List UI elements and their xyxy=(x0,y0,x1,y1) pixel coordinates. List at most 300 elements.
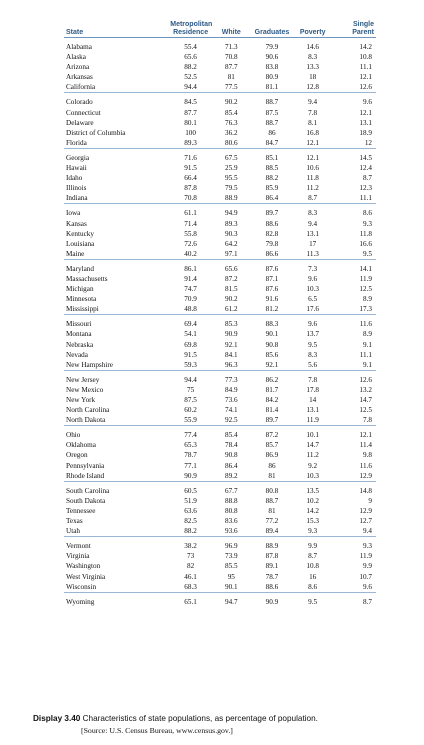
value-cell: 86.6 xyxy=(252,249,293,260)
value-cell: 85.9 xyxy=(265,184,279,193)
state-name-cell: Louisiana xyxy=(66,239,95,248)
column-header-line-1: Single xyxy=(352,21,374,28)
value-cell: 9.5 xyxy=(333,249,376,260)
value-cell: 40.2 xyxy=(170,249,211,260)
value-cell: 87.6 xyxy=(265,285,279,294)
value-cell: 10.8 xyxy=(359,53,372,62)
value-cell: 78.7 xyxy=(265,572,279,581)
state-name-cell: New Hampshire xyxy=(64,360,170,371)
value-cell: 88.7 xyxy=(265,98,279,107)
value-cell: 9.9 xyxy=(363,562,372,571)
value-cell: 9.6 xyxy=(363,98,372,107)
caption-source: [Source: U.S. Census Bureau, www.census.gov.] xyxy=(81,726,233,735)
value-cell: 7.8 xyxy=(333,415,376,426)
value-cell: 90.2 xyxy=(224,98,238,107)
value-cell: 81.1 xyxy=(252,82,293,93)
table-row xyxy=(64,249,376,260)
table-row xyxy=(64,340,376,350)
value-cell: 89.3 xyxy=(170,138,211,149)
value-cell: 92.1 xyxy=(224,340,238,349)
value-cell: 12.1 xyxy=(306,153,319,162)
state-name-cell: South Dakota xyxy=(66,496,106,505)
value-cell: 77.4 xyxy=(184,431,197,440)
value-cell: 84.2 xyxy=(265,396,279,404)
value-cell: 8.7 xyxy=(308,552,318,561)
state-name-cell: South Carolina xyxy=(66,486,110,495)
value-cell: 90.1 xyxy=(211,582,252,593)
value-cell: 55.9 xyxy=(170,415,211,426)
table-row xyxy=(64,481,376,496)
table-row xyxy=(64,592,376,607)
value-cell: 69.4 xyxy=(184,320,197,329)
value-cell: 16.6 xyxy=(359,239,372,248)
value-cell: 88.8 xyxy=(224,496,238,505)
table-row xyxy=(64,259,376,274)
state-name-cell: Utah xyxy=(64,526,170,537)
value-cell: 87.5 xyxy=(265,108,279,117)
value-cell: 16.8 xyxy=(306,128,319,137)
value-cell: 77.3 xyxy=(224,375,238,384)
table-row xyxy=(64,52,376,62)
value-cell: 84.9 xyxy=(224,385,238,394)
value-cell: 90.6 xyxy=(265,53,279,62)
value-cell: 82.5 xyxy=(184,517,197,526)
value-cell: 13.1 xyxy=(306,229,319,238)
table-row xyxy=(64,415,376,426)
table-row xyxy=(64,385,376,395)
state-name-cell: Iowa xyxy=(66,209,81,218)
table-row xyxy=(64,163,376,173)
value-cell: 85.3 xyxy=(224,320,238,329)
value-cell: 63.6 xyxy=(184,506,197,515)
state-name-cell: Massachusetts xyxy=(66,274,108,283)
value-cell: 5.6 xyxy=(292,360,333,371)
value-cell: 11.3 xyxy=(292,249,333,260)
value-cell: 81.7 xyxy=(265,385,279,394)
value-cell: 17.6 xyxy=(292,304,333,315)
value-cell: 74.7 xyxy=(184,285,197,294)
value-cell: 54.1 xyxy=(184,330,197,339)
table-row xyxy=(64,148,376,163)
value-cell: 88.2 xyxy=(170,526,211,537)
value-cell: 61.2 xyxy=(211,304,252,315)
value-cell: 94.4 xyxy=(184,375,197,384)
value-cell: 13.1 xyxy=(359,118,372,127)
value-cell: 10.8 xyxy=(306,562,319,571)
value-cell: 70.8 xyxy=(170,193,211,204)
table-row xyxy=(64,496,376,506)
value-cell: 70.8 xyxy=(224,53,238,62)
state-name-cell: Arkansas xyxy=(66,73,93,82)
value-cell: 91.4 xyxy=(184,274,197,283)
value-cell: 71.3 xyxy=(224,43,238,51)
value-cell: 12.4 xyxy=(359,164,372,173)
state-name-cell: Maine xyxy=(64,249,170,260)
state-name-cell: Kentucky xyxy=(66,229,94,238)
state-name-cell: Wyoming xyxy=(66,597,95,606)
value-cell: 11.8 xyxy=(306,174,319,183)
value-cell: 65.3 xyxy=(184,441,197,450)
value-cell: 9.2 xyxy=(308,461,318,470)
value-cell: 81 xyxy=(252,471,293,482)
value-cell: 9.5 xyxy=(308,597,318,606)
value-cell: 15.3 xyxy=(306,517,319,526)
value-cell: 90.8 xyxy=(265,340,279,349)
value-cell: 12.8 xyxy=(292,82,333,93)
table-row xyxy=(64,461,376,471)
value-cell: 77.5 xyxy=(211,82,252,93)
value-cell: 18 xyxy=(309,73,317,82)
table-row xyxy=(64,72,376,82)
value-cell: 86 xyxy=(268,128,276,137)
value-cell: 11.2 xyxy=(306,184,319,193)
value-cell: 61.1 xyxy=(184,209,197,218)
state-name-cell: Michigan xyxy=(66,285,94,294)
column-header xyxy=(211,18,252,38)
table-row xyxy=(64,516,376,526)
value-cell: 94.9 xyxy=(224,209,238,218)
value-cell: 87.1 xyxy=(265,274,279,283)
value-cell: 84.7 xyxy=(252,138,293,149)
value-cell: 12.9 xyxy=(333,471,376,482)
value-cell: 66.4 xyxy=(184,174,197,183)
state-name-cell: Texas xyxy=(66,517,83,526)
value-cell: 9.6 xyxy=(308,274,318,283)
value-cell: 18.9 xyxy=(359,128,372,137)
value-cell: 89.1 xyxy=(265,562,279,571)
state-name-cell: Washington xyxy=(66,562,101,571)
state-name-cell: Wisconsin xyxy=(64,582,170,593)
value-cell: 64.2 xyxy=(224,239,238,248)
value-cell: 12.7 xyxy=(359,517,372,526)
state-name-cell: District of Columbia xyxy=(66,128,126,137)
table-row xyxy=(64,219,376,229)
value-cell: 85.7 xyxy=(265,441,279,450)
value-cell: 14.5 xyxy=(359,153,372,162)
value-cell: 65.6 xyxy=(224,264,238,273)
value-cell: 86.2 xyxy=(265,375,279,384)
state-name-cell: Alabama xyxy=(66,43,92,51)
header-row xyxy=(64,18,376,38)
value-cell: 14.1 xyxy=(359,264,372,273)
value-cell: 60.5 xyxy=(184,486,197,495)
state-name-cell: Rhode Island xyxy=(64,471,170,482)
value-cell: 9.6 xyxy=(333,582,376,593)
value-cell: 72.6 xyxy=(184,239,197,248)
state-name-cell: North Dakota xyxy=(64,415,170,426)
table-row xyxy=(64,82,376,93)
value-cell: 48.8 xyxy=(170,304,211,315)
value-cell: 46.1 xyxy=(184,572,197,581)
state-name-cell: Florida xyxy=(64,138,170,149)
value-cell: 7.8 xyxy=(308,108,318,117)
table-row xyxy=(64,315,376,330)
value-cell: 13.5 xyxy=(306,486,319,495)
state-name-cell: New Mexico xyxy=(66,385,104,394)
value-cell: 6.5 xyxy=(308,295,318,304)
state-name-cell: New York xyxy=(66,396,96,404)
table-row xyxy=(64,440,376,450)
value-cell: 88.2 xyxy=(265,174,279,183)
value-cell: 87.7 xyxy=(184,108,197,117)
value-cell: 65.6 xyxy=(184,53,197,62)
display-caption xyxy=(33,713,413,737)
value-cell: 87.7 xyxy=(224,63,238,72)
value-cell: 89.2 xyxy=(211,471,252,482)
value-cell: 12.6 xyxy=(333,82,376,93)
value-cell: 79.9 xyxy=(265,43,279,51)
value-cell: 81.2 xyxy=(252,304,293,315)
value-cell: 25.9 xyxy=(224,164,238,173)
value-cell: 85.5 xyxy=(224,562,238,571)
value-cell: 9.9 xyxy=(308,542,318,551)
table-row xyxy=(64,395,376,405)
value-cell: 51.9 xyxy=(184,496,197,505)
table-row xyxy=(64,274,376,284)
table-header xyxy=(64,18,376,38)
value-cell: 85.4 xyxy=(224,108,238,117)
table-row xyxy=(64,329,376,339)
value-cell: 91.5 xyxy=(184,164,197,173)
value-cell: 10.1 xyxy=(306,431,319,440)
value-cell: 12.1 xyxy=(359,431,372,440)
value-cell: 11.1 xyxy=(333,193,376,204)
value-cell: 89.7 xyxy=(265,209,279,218)
value-cell: 67.7 xyxy=(224,486,238,495)
value-cell: 95 xyxy=(227,572,235,581)
table-row xyxy=(64,204,376,219)
value-cell: 84.1 xyxy=(224,350,238,359)
value-cell: 79.8 xyxy=(265,239,279,248)
state-name-cell: Nevada xyxy=(66,350,88,359)
value-cell: 12.6 xyxy=(359,375,372,384)
value-cell: 14.8 xyxy=(359,486,372,495)
value-cell: 80.6 xyxy=(211,138,252,149)
value-cell: 90.9 xyxy=(170,471,211,482)
value-cell: 87.2 xyxy=(224,274,238,283)
table-row xyxy=(64,108,376,118)
value-cell: 8.7 xyxy=(363,597,372,606)
value-cell: 17 xyxy=(309,239,317,248)
value-cell: 11.6 xyxy=(359,461,372,470)
table-row xyxy=(64,370,376,385)
value-cell: 75 xyxy=(187,385,195,394)
state-name-cell: Idaho xyxy=(66,174,83,183)
table-row xyxy=(64,183,376,193)
value-cell: 94.4 xyxy=(170,82,211,93)
state-name-cell: Pennsylvania xyxy=(66,461,105,470)
state-name-cell: Delaware xyxy=(66,118,94,127)
value-cell: 100 xyxy=(185,128,196,137)
value-cell: 9.1 xyxy=(333,360,376,371)
table-row xyxy=(64,537,376,552)
value-cell: 9.3 xyxy=(292,526,333,537)
column-header xyxy=(292,18,333,38)
value-cell: 93.6 xyxy=(211,526,252,537)
value-cell: 11.9 xyxy=(359,274,372,283)
column-header xyxy=(64,18,170,38)
value-cell: 73 xyxy=(187,552,195,561)
value-cell: 8.3 xyxy=(308,53,318,62)
value-cell: 12.1 xyxy=(292,138,333,149)
value-cell: 7.3 xyxy=(308,264,318,273)
value-cell: 38.2 xyxy=(184,542,197,551)
value-cell: 8.9 xyxy=(363,295,372,304)
value-cell: 8.1 xyxy=(308,118,318,127)
value-cell: 82.8 xyxy=(265,229,279,238)
table-row xyxy=(64,561,376,571)
value-cell: 9.4 xyxy=(333,526,376,537)
table-row xyxy=(64,118,376,128)
value-cell: 13.3 xyxy=(306,63,319,72)
value-cell: 36.2 xyxy=(224,128,238,137)
value-cell: 8.6 xyxy=(292,582,333,593)
value-cell: 81.5 xyxy=(224,285,238,294)
value-cell: 11.2 xyxy=(306,451,319,460)
value-cell: 90.8 xyxy=(224,451,238,460)
state-characteristics-table xyxy=(64,18,376,607)
value-cell: 92.1 xyxy=(252,360,293,371)
state-name-cell: Maryland xyxy=(66,264,94,273)
state-name-cell: Georgia xyxy=(66,153,90,162)
state-name-cell: Ohio xyxy=(66,431,81,440)
caption-label: Display 3.40 xyxy=(33,714,81,723)
table-row xyxy=(64,582,376,593)
table-row xyxy=(64,350,376,360)
value-cell: 14 xyxy=(309,396,317,404)
value-cell: 9.1 xyxy=(363,340,372,349)
value-cell: 10.2 xyxy=(306,496,319,505)
value-cell: 12.9 xyxy=(359,506,372,515)
table-row xyxy=(64,62,376,72)
value-cell: 81 xyxy=(227,73,235,82)
value-cell: 52.5 xyxy=(184,73,197,82)
value-cell: 88.7 xyxy=(265,496,279,505)
value-cell: 14.7 xyxy=(306,441,319,450)
value-cell: 17.3 xyxy=(333,304,376,315)
value-cell: 74.1 xyxy=(224,406,238,415)
value-cell: 16 xyxy=(309,572,317,581)
table-row xyxy=(64,294,376,304)
state-name-cell: Alaska xyxy=(66,53,86,62)
state-name-cell: Kansas xyxy=(66,219,87,228)
value-cell: 11.9 xyxy=(359,552,372,561)
value-cell: 9.6 xyxy=(308,320,318,329)
value-cell: 80.1 xyxy=(184,118,197,127)
value-cell: 86.4 xyxy=(252,193,293,204)
value-cell: 86.9 xyxy=(265,451,279,460)
value-cell: 8.6 xyxy=(363,209,372,218)
state-name-cell: Indiana xyxy=(64,193,170,204)
value-cell: 9.3 xyxy=(363,219,372,228)
table-row xyxy=(64,38,376,53)
column-header-line-1: Metropolitan xyxy=(170,21,213,28)
table-row xyxy=(64,551,376,561)
table-row xyxy=(64,173,376,183)
value-cell: 7.8 xyxy=(308,375,318,384)
value-cell: 59.3 xyxy=(170,360,211,371)
state-name-cell: Vermont xyxy=(66,542,91,551)
column-header-line-2: Residence xyxy=(173,29,209,36)
value-cell: 17.8 xyxy=(306,385,319,394)
value-cell: 94.7 xyxy=(224,597,238,606)
state-name-cell: Oregon xyxy=(66,451,88,460)
table-row xyxy=(64,284,376,294)
table-row xyxy=(64,138,376,149)
state-name-cell: Mississippi xyxy=(64,304,170,315)
table-row xyxy=(64,304,376,315)
value-cell: 8.3 xyxy=(308,350,318,359)
value-cell: 13.1 xyxy=(306,406,319,415)
value-cell: 90.2 xyxy=(224,295,238,304)
value-cell: 88.6 xyxy=(265,219,279,228)
state-name-cell: Connecticut xyxy=(66,108,101,117)
value-cell: 14.2 xyxy=(306,506,319,515)
value-cell: 12.3 xyxy=(359,184,372,193)
state-name-cell: Oklahoma xyxy=(66,441,96,450)
value-cell: 10.3 xyxy=(306,285,319,294)
state-name-cell: Tennessee xyxy=(66,506,96,515)
value-cell: 69.8 xyxy=(184,340,197,349)
value-cell: 10.6 xyxy=(306,164,319,173)
value-cell: 12.1 xyxy=(359,108,372,117)
value-cell: 65.1 xyxy=(184,597,197,606)
state-name-cell: Missouri xyxy=(66,320,92,329)
value-cell: 88.9 xyxy=(265,542,279,551)
value-cell: 96.9 xyxy=(224,542,238,551)
value-cell: 68.3 xyxy=(170,582,211,593)
value-cell: 80.9 xyxy=(265,73,279,82)
value-cell: 12 xyxy=(333,138,376,149)
value-cell: 11.1 xyxy=(359,350,372,359)
value-cell: 96.3 xyxy=(211,360,252,371)
table-row xyxy=(64,572,376,582)
value-cell: 97.1 xyxy=(211,249,252,260)
value-cell: 88.5 xyxy=(265,164,279,173)
value-cell: 81 xyxy=(268,506,276,515)
value-cell: 95.5 xyxy=(224,174,238,183)
value-cell: 92.5 xyxy=(211,415,252,426)
state-name-cell: West Virginia xyxy=(66,572,106,581)
value-cell: 9.4 xyxy=(308,98,318,107)
value-cell: 91.6 xyxy=(265,295,279,304)
column-header xyxy=(252,18,293,38)
value-cell: 9.5 xyxy=(308,340,318,349)
value-cell: 11.8 xyxy=(359,229,372,238)
value-cell: 87.6 xyxy=(265,264,279,273)
value-cell: 84.5 xyxy=(184,98,197,107)
state-name-cell: Hawaii xyxy=(66,164,87,173)
column-header xyxy=(333,18,376,38)
value-cell: 82 xyxy=(187,562,195,571)
value-cell: 67.5 xyxy=(224,153,238,162)
value-cell: 80.8 xyxy=(224,506,238,515)
value-cell: 9.3 xyxy=(363,542,372,551)
value-cell: 89.3 xyxy=(224,219,238,228)
value-cell: 9.8 xyxy=(363,451,372,460)
state-name-cell: Arizona xyxy=(66,63,90,72)
value-cell: 8.3 xyxy=(308,209,318,218)
value-cell: 87.5 xyxy=(184,396,197,404)
table-row xyxy=(64,426,376,441)
column-header-line-2: Graduates xyxy=(254,29,290,36)
state-name-cell: Nebraska xyxy=(66,340,94,349)
value-cell: 55.8 xyxy=(184,229,197,238)
value-cell: 88.7 xyxy=(265,118,279,127)
value-cell: 87.8 xyxy=(265,552,279,561)
value-cell: 9 xyxy=(368,496,372,505)
value-cell: 14.6 xyxy=(306,43,319,51)
